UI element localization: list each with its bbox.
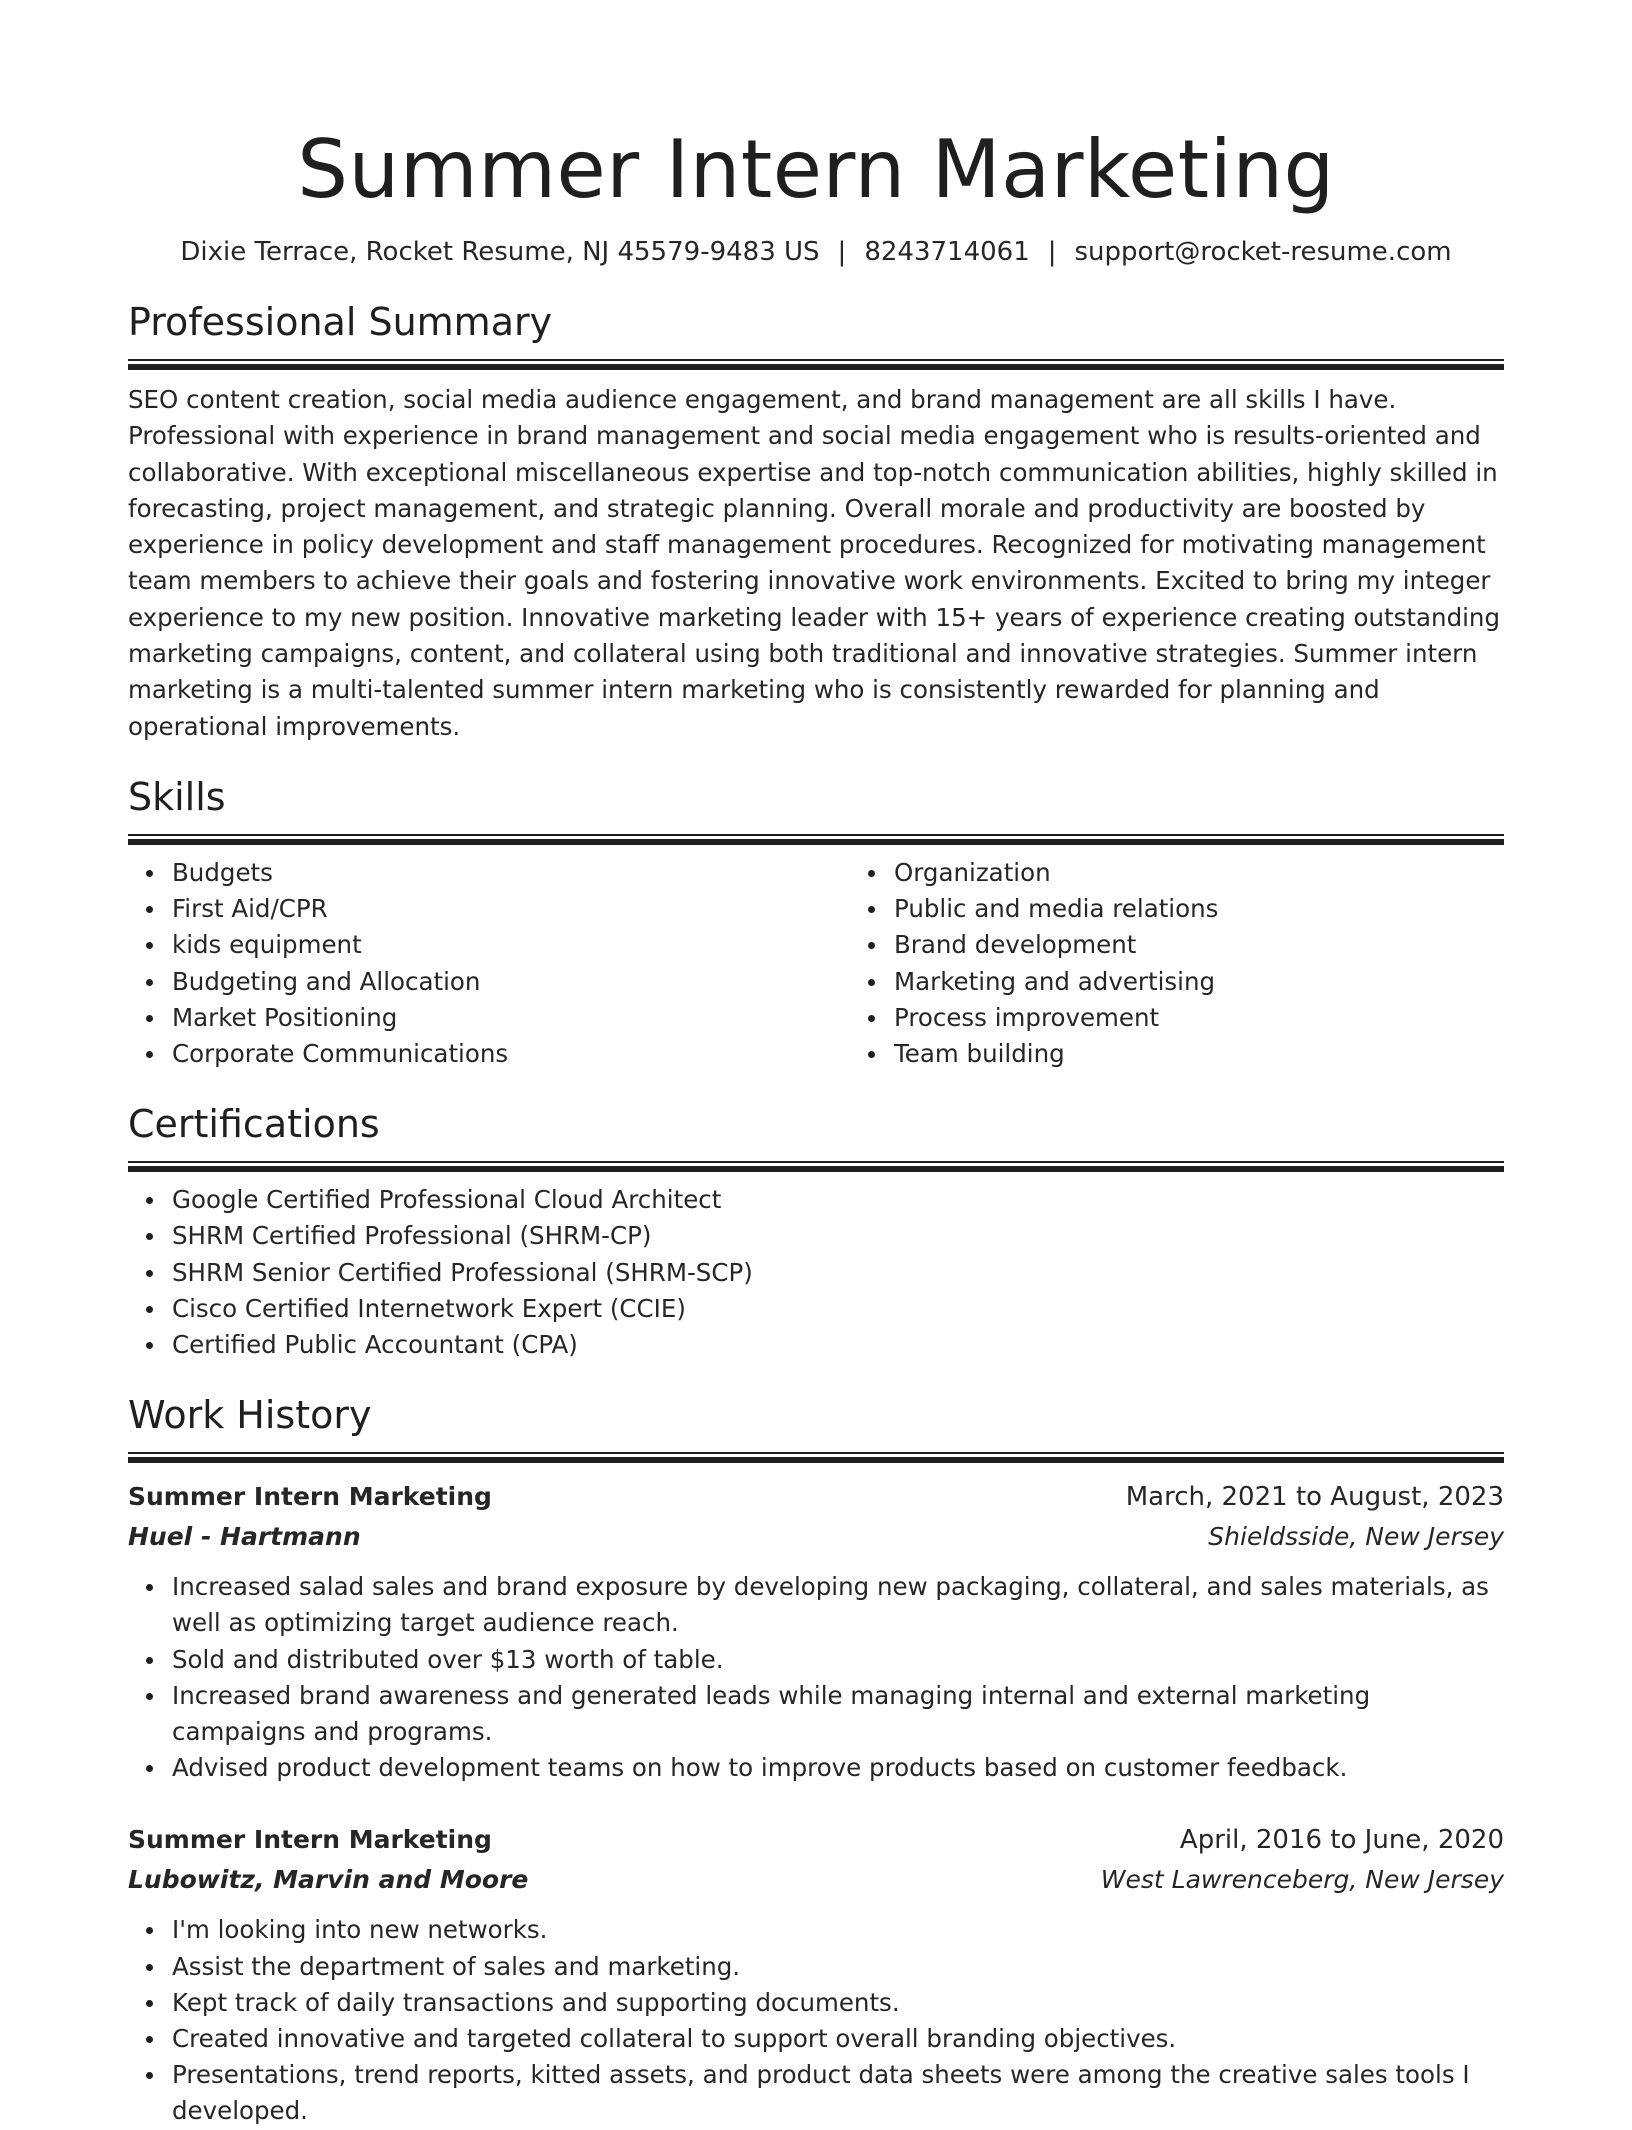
skills-grid: [128, 845, 1504, 1072]
job-dates: April, 2016 to June, 2020: [1179, 1825, 1504, 1856]
section-divider: [128, 834, 1504, 845]
job-entry: [128, 1820, 1504, 2129]
section-title: Skills: [128, 774, 226, 819]
skill-item: Organization: [894, 855, 1572, 891]
skill-item: Public and media relations: [894, 891, 1572, 927]
skill-item: Team building: [894, 1036, 1572, 1072]
job-bullet: Created innovative and targeted collateral to support overall branding objectives.: [172, 2021, 1504, 2057]
job-dates: March, 2021 to August, 2023: [1125, 1482, 1504, 1513]
certifications-section: [128, 1098, 1504, 1363]
skill-item: Budgets: [172, 855, 850, 891]
job-bullet: I'm looking into new networks.: [172, 1912, 1504, 1948]
work-history-section: [128, 1389, 1504, 2129]
section-divider: [128, 1452, 1504, 1463]
job-header-row: [128, 1477, 1504, 1517]
job-bullet: Advised product development teams on how to improve products based on customer feedback.: [172, 1750, 1504, 1786]
job-company: Lubowitz, Marvin and Moore: [128, 1865, 529, 1895]
skill-item: Market Positioning: [172, 1000, 850, 1036]
job-header-row: [128, 1820, 1504, 1860]
skills-list-left: [128, 855, 850, 1072]
job-bullet: Sold and distributed over $13 worth of table.: [172, 1642, 1504, 1678]
contact-phone: 8243714061: [864, 237, 1030, 267]
job-bullets: [128, 1912, 1504, 2129]
certification-item: SHRM Certified Professional (SHRM-CP): [172, 1218, 1504, 1254]
skill-item: Brand development: [894, 927, 1572, 963]
summary-text: SEO content creation, social media audience engagement, and brand management are all skills I have. Professional with experience in brand management and social media engagement who is results-oriented and collaborative. With exceptional miscellaneous expertise and top-notch communication abilities, highly skilled in forecasting, project management, and strategic planning. Overall morale and productivity are boosted by experience in policy development and staff management procedures. Recognized for motivating management team members to achieve their goals and fostering innovative work environments. Excited to bring my integer experience to my new position. Innovative marketing leader with 15+ years of experience creating outstanding marketing campaigns, content, and collateral using both traditional and innovative strategies. Summer intern marketing is a multi-talented summer intern marketing who is consistently rewarded for planning and operational improvements.: [128, 385, 1501, 741]
job-bullets: [128, 1569, 1504, 1786]
skills-section: [128, 771, 1504, 1072]
skill-item: kids equipment: [172, 927, 850, 963]
job-company-row: [128, 1860, 1504, 1900]
job-entry: [128, 1477, 1504, 1786]
job-bullet: Kept track of daily transactions and supporting documents.: [172, 1985, 1504, 2021]
job-company-row: [128, 1517, 1504, 1557]
contact-separator: |: [1047, 237, 1057, 267]
contact-email: support@rocket-resume.com: [1074, 237, 1452, 267]
job-location: Shieldsside, New Jersey: [1208, 1522, 1504, 1552]
contact-line: [128, 234, 1504, 270]
job-bullet: Increased brand awareness and generated leads while managing internal and external marketing campaigns and programs.: [172, 1678, 1504, 1750]
section-divider: [128, 1161, 1504, 1172]
professional-summary-section: [128, 296, 1504, 745]
contact-separator: |: [837, 237, 847, 267]
contact-address: Dixie Terrace, Rocket Resume, NJ 45579-9483 US: [180, 237, 820, 267]
job-title: Summer Intern Marketing: [128, 1825, 492, 1855]
job-company: Huel - Hartmann: [128, 1522, 361, 1552]
certifications-list: [128, 1182, 1504, 1363]
job-bullet: Increased salad sales and brand exposure by developing new packaging, collateral, and sales materials, as well as optimizing target audience reach.: [172, 1569, 1504, 1641]
section-title: Work History: [128, 1393, 372, 1438]
job-location: West Lawrenceberg, New Jersey: [1100, 1865, 1504, 1895]
skill-item: Corporate Communications: [172, 1036, 850, 1072]
job-title: Summer Intern Marketing: [128, 1482, 492, 1512]
job-bullet: Presentations, trend reports, kitted assets, and product data sheets were among the creative sales tools I developed.: [172, 2057, 1504, 2129]
skills-list-right: [850, 855, 1572, 1072]
skill-item: First Aid/CPR: [172, 891, 850, 927]
certification-item: Certified Public Accountant (CPA): [172, 1327, 1504, 1363]
resume-name: Summer Intern Marketing: [297, 123, 1335, 216]
section-title: Certifications: [128, 1102, 380, 1147]
skill-item: Process improvement: [894, 1000, 1572, 1036]
certification-item: SHRM Senior Certified Professional (SHRM-SCP): [172, 1255, 1504, 1291]
skill-item: Marketing and advertising: [894, 964, 1572, 1000]
section-divider: [128, 359, 1504, 370]
certification-item: Cisco Certified Internetwork Expert (CCIE): [172, 1291, 1504, 1327]
certification-item: Google Certified Professional Cloud Architect: [172, 1182, 1504, 1218]
job-bullet: Assist the department of sales and marketing.: [172, 1949, 1504, 1985]
skill-item: Budgeting and Allocation: [172, 964, 850, 1000]
section-title: Professional Summary: [128, 300, 553, 344]
